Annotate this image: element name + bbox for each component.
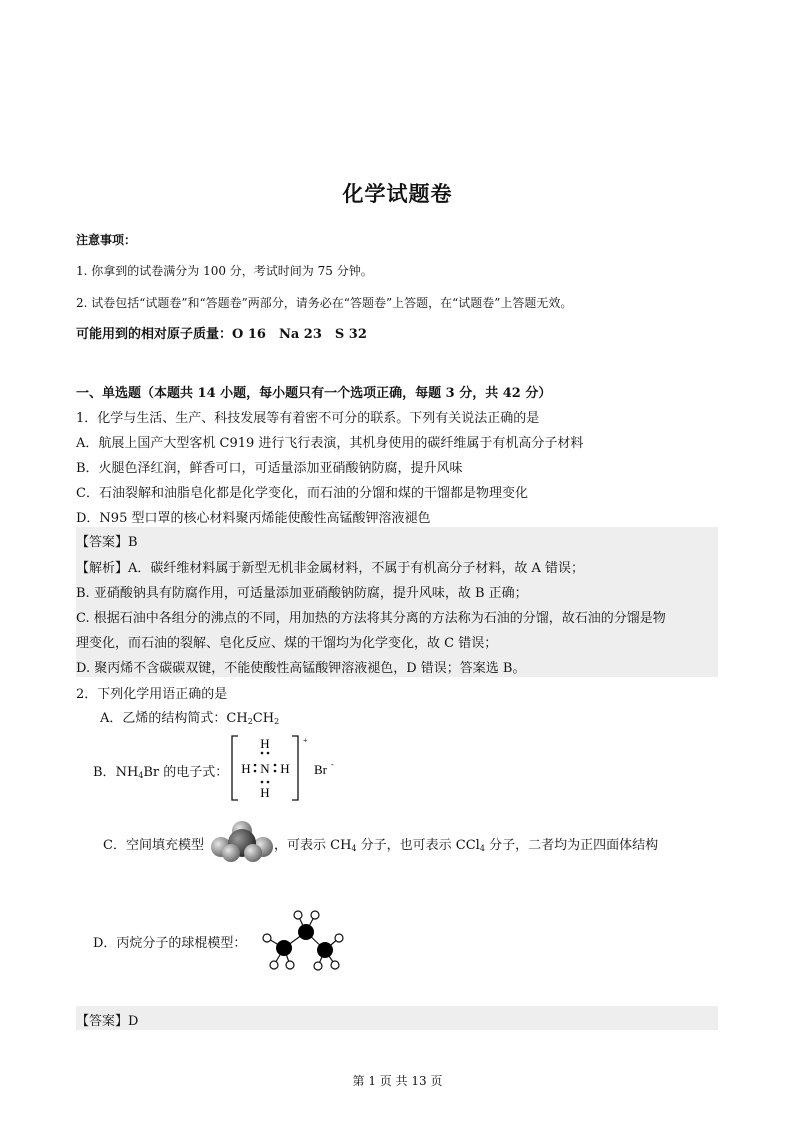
q1-option-c: C．石油裂解和油脂皂化都是化学变化，而石油的分馏和煤的干馏都是物理变化 — [76, 486, 528, 501]
notice-heading: 注意事项： — [76, 233, 137, 247]
q2-option-c-text: ，可表示 $CH_4$ 分子，也可表示 CCl$_4$ 分子，二者均为正四面体结构 — [274, 838, 659, 853]
q2-answer: 【答案】D — [76, 1014, 139, 1029]
q1-explanation-c-cont: 理变化，而石油的裂解、皂化反应、煤的干馏均为化学变化，故 C 错误； — [76, 636, 498, 651]
notice-item-1: 1. 你拿到的试卷满分为 100 分，考试时间为 75 分钟。 — [76, 264, 373, 278]
lewis-h-top: H — [260, 736, 270, 751]
q2-option-a: A．乙烯的结构简式：$CH_2CH_2$ — [100, 711, 280, 726]
space-filling-model-image — [210, 818, 274, 864]
lewis-anion: Br — [314, 762, 327, 777]
lewis-h-bottom: H — [260, 785, 270, 800]
propane-ball-stick-model — [258, 905, 348, 971]
section-heading: 一、单选题（本题共 14 小题，每小题只有一个选项正确，每题 3 分，共 42 分） — [76, 386, 552, 401]
q1-explanation-a: 【解析】A．碳纤维材料属于新型无机非金属材料，不属于有机高分子材料，故 A 错误； — [76, 561, 585, 576]
nh4br-lewis-structure — [228, 734, 348, 802]
q2-option-c-label: C．空间填充模型 — [103, 838, 204, 853]
page-title: 化学试题卷 — [342, 182, 453, 206]
q2-option-d: D．丙烷分子的球棍模型： — [93, 936, 247, 951]
page-footer: 第 1 页 共 13 页 — [352, 1074, 443, 1088]
q1-answer: 【答案】B — [76, 535, 138, 550]
lewis-h-right: H — [280, 761, 290, 776]
q1-option-a: A．航展上国产大型客机 C919 进行飞行表演，其机身使用的碳纤维属于有机高分子材料 — [76, 436, 584, 451]
q1-stem: 1．化学与生活、生产、科技发展等有着密不可分的联系。下列有关说法正确的是 — [76, 411, 540, 426]
lewis-plus-charge: + — [303, 736, 308, 745]
q2-option-b: B．$NH_4Br$ 的电子式： — [93, 765, 229, 780]
lewis-minus-charge: - — [331, 760, 334, 769]
q2-stem: 2．下列化学用语正确的是 — [76, 687, 228, 702]
notice-item-2: 2. 试卷包括“试题卷”和“答题卷”两部分，请务必在“答题卷”上答题，在“试题卷”上答题无效。 — [76, 296, 573, 310]
q1-option-d: D．N95 型口罩的核心材料聚丙烯能使酸性高锰酸钾溶液褪色 — [76, 511, 431, 526]
q1-option-b: B．火腿色泽红润，鲜香可口，可适量添加亚硝酸钠防腐，提升风味 — [76, 461, 463, 476]
q1-explanation-b: B. 亚硝酸钠具有防腐作用，可适量添加亚硝酸钠防腐，提升风味，故 B 正确； — [76, 586, 528, 601]
lewis-h-left: H — [241, 761, 251, 776]
q1-explanation-c: C. 根据石油中各组分的沸点的不同，用加热的方法将其分离的方法称为石油的分馏，故石油的分馏是物 — [76, 611, 666, 626]
lewis-n: N — [260, 761, 270, 776]
q2-answer-box — [76, 1006, 718, 1030]
q1-answer-box — [76, 527, 718, 677]
atomic-mass-line: 可能用到的相对原子质量：O 16 Na 23 S 32 — [76, 327, 367, 342]
q1-explanation-d: D. 聚丙烯不含碳碳双键，不能使酸性高锰酸钾溶液褪色，D 错误；答案选 B。 — [76, 661, 526, 676]
